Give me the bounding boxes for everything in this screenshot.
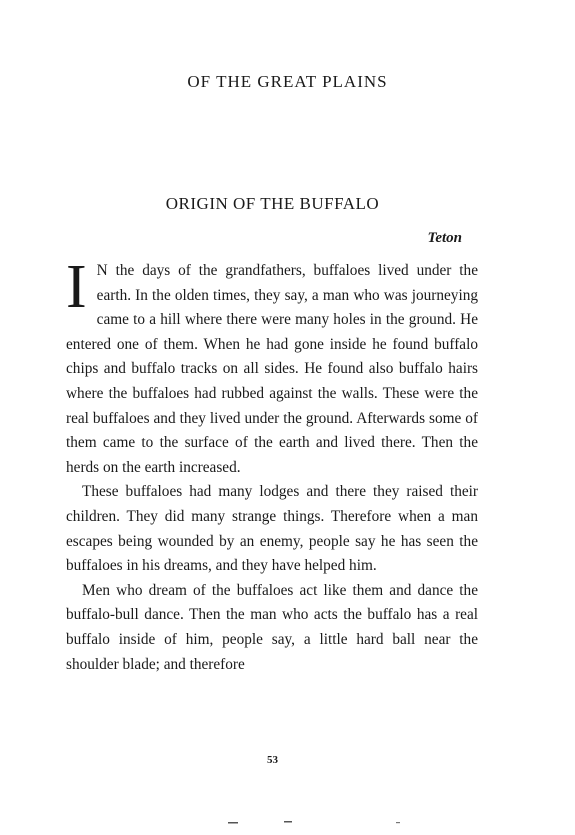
paragraph-2: These buffaloes had many lodges and there they raised their children. They did many strange things. Therefore when a man escapes being wounded by an enemy, people say he has seen the buffaloes in his dreams, and they have helped him.	[66, 483, 478, 575]
paragraph-1-text: N the days of the grandfathers, buffaloes lived under the earth. In the olden times, they say, a man who was journeying came to a hill where there were many holes in the ground. He entered one of them. When he had gone inside he found buffalo chips and buffalo tracks on all sides. He found also buffalo hairs where the buffaloes had rubbed against the walls. These were the real buffaloes and they lived under the ground. Afterwards some of them came to the surface of the earth and lived there. Then the herds on the earth increased.	[66, 262, 478, 476]
paragraph-3: Men who dream of the buffaloes act like them and dance the buffalo-bull dance. Then the man who acts the buffalo has a real buffalo inside of him, people say, a little hard ball near the shoulder blade; and therefore	[66, 581, 478, 673]
running-head: OF THE GREAT PLAINS	[187, 72, 388, 91]
body-text	[66, 253, 478, 677]
tribe-attribution: Teton	[427, 230, 462, 246]
paragraph-1	[66, 253, 478, 480]
drop-cap: I	[66, 253, 87, 321]
scan-specks	[0, 818, 575, 828]
chapter-title: ORIGIN OF THE BUFFALO	[165, 194, 380, 213]
page-number: 53	[267, 754, 278, 766]
